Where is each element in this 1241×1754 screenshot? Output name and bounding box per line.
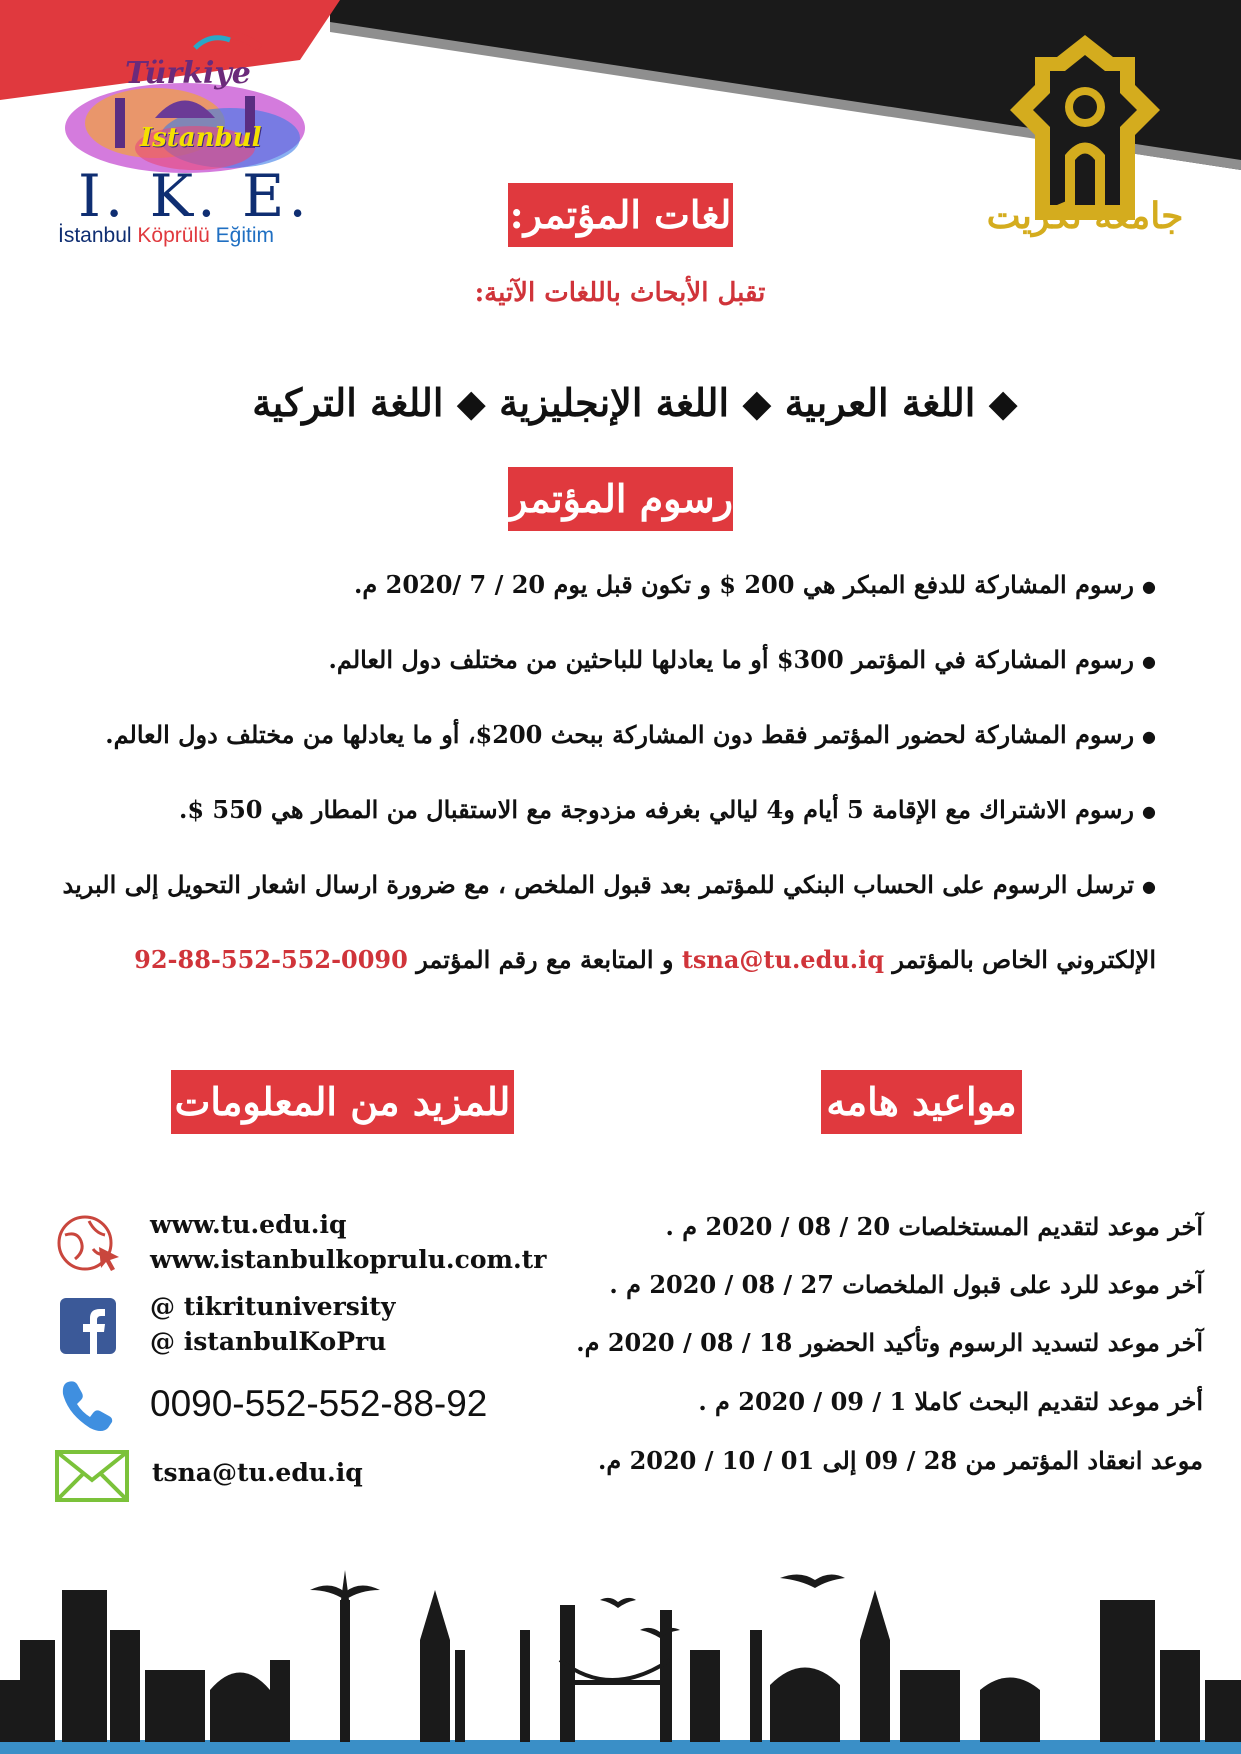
fee-item: ● رسوم المشاركة في المؤتمر 300$ أو ما يعادلها للباحثين من مختلف دول العالم. [329, 645, 1157, 674]
language-item-arabic: اللغة العربية [784, 380, 976, 425]
date-item: آخر موعد للرد على قبول الملخصات 27 / 08 / 2020 م . [609, 1270, 1203, 1299]
fee-continuation [134, 945, 1156, 974]
fee-item: ● رسوم المشاركة لحضور المؤتمر فقط دون المشاركة ببحث 200$، أو ما يعادلها من مختلف دول العالم. [105, 720, 1156, 749]
fee-item: ● رسوم الاشتراك مع الإقامة 5 أيام و4 ليالي بغرفه مزدوجة مع الاستقبال من المطار هي 550 $. [179, 795, 1156, 824]
language-diamond-icon: ◆ [988, 380, 1018, 425]
languages-list [230, 380, 1040, 425]
turkiye-istanbul-logo [45, 28, 325, 178]
language-item-english: اللغة الإنجليزية [499, 380, 730, 425]
date-item: آخر موعد لتسديد الرسوم وتأكيد الحضور 18 / 08 / 2020 م. [576, 1328, 1203, 1357]
facebook-handle-istanbulkopru[interactable]: @ istanbulKoPru [150, 1327, 387, 1356]
language-item-turkish: اللغة التركية [252, 380, 444, 425]
phone-icon [60, 1378, 116, 1434]
date-item: آخر موعد لتقديم المستخلصات 20 / 08 / 2020 م . [665, 1212, 1203, 1241]
website-link-istanbulkoprulu[interactable]: www.istanbulkoprulu.com.tr [150, 1245, 547, 1274]
globe-cursor-icon [55, 1213, 123, 1273]
facebook-handle-tikrit[interactable]: @ tikrituniversity [150, 1292, 396, 1321]
date-item: أخر موعد لتقديم البحث كاملا 1 / 09 / 2020 م . [698, 1387, 1203, 1416]
conference-email-link[interactable]: tsna@tu.edu.iq [681, 945, 885, 974]
date-item: موعد انعقاد المؤتمر من 28 / 09 إلى 01 / 10 / 2020 م. [598, 1446, 1203, 1475]
fee-item: ● رسوم المشاركة للدفع المبكر هي 200 $ و تكون قبل يوم 20 / 7 /2020 م. [354, 570, 1156, 599]
tikrit-university-logo [985, 35, 1185, 250]
languages-heading: لغات المؤتمر: [508, 183, 733, 247]
dates-heading: مواعيد هامه [821, 1070, 1022, 1134]
fee-item: ● ترسل الرسوم على الحساب البنكي للمؤتمر بعد قبول الملخص ، مع ضرورة ارسال اشعار التحويل إلى البريد [63, 870, 1156, 899]
ike-sub-egitim: Eğitim [215, 224, 274, 247]
website-link-tikrit[interactable]: www.tu.edu.iq [150, 1210, 347, 1239]
email-envelope-icon [55, 1450, 129, 1502]
fee-continuation-text: الإلكتروني الخاص بالمؤتمر [892, 945, 1156, 974]
language-diamond-icon: ◆ [456, 380, 486, 425]
languages-intro: تقبل الأبحاث باللغات الآتية: [474, 278, 766, 308]
ike-logo [58, 162, 338, 252]
istanbul-wordmark: Istanbul [140, 123, 262, 153]
fees-heading: رسوم المؤتمر: [508, 467, 733, 531]
ike-sub-koprulu: Köprülü [137, 224, 210, 247]
tikrit-university-wordmark: جامعة تكريت [986, 195, 1184, 237]
contact-email-link[interactable]: tsna@tu.edu.iq [152, 1458, 363, 1487]
facebook-icon [60, 1298, 116, 1354]
contact-phone: 0090-552-552-88-92 [150, 1383, 488, 1424]
ike-letters: I. K. E. [78, 162, 311, 230]
istanbul-skyline-illustration [0, 1570, 1241, 1754]
turkiye-wordmark: Türkiye [125, 56, 251, 91]
fee-continuation-mid: و المتابعة مع رقم المؤتمر [416, 945, 674, 974]
conference-phone: 0090-552-552-88-92 [134, 945, 408, 974]
ike-sub-istanbul: İstanbul [58, 224, 132, 247]
language-diamond-icon: ◆ [742, 380, 772, 425]
contact-heading: للمزيد من المعلومات [171, 1070, 514, 1134]
